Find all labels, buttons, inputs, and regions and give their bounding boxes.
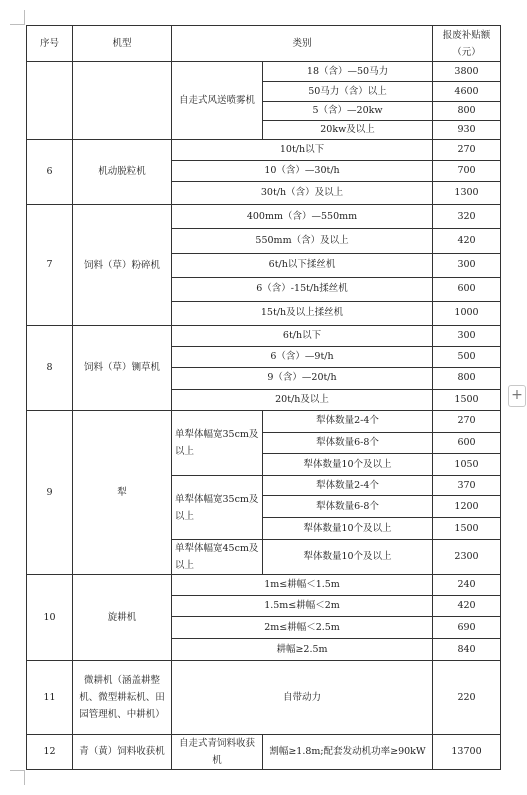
- amount-cell: 600: [433, 277, 501, 301]
- header-category: 类别: [172, 26, 433, 62]
- amount-cell: 270: [433, 410, 501, 432]
- table-row: [27, 410, 501, 432]
- amount-cell: 3800: [433, 62, 501, 82]
- table-header-row: [27, 26, 501, 62]
- subcategory-cell: 单犁体幅宽35cm及以上: [172, 410, 263, 475]
- subcategory-cell: 自走式风送喷雾机: [172, 62, 263, 140]
- amount-cell: 420: [433, 596, 501, 617]
- table-row: [27, 205, 501, 229]
- subcategory-cell: 自走式青饲料收获机: [172, 734, 263, 769]
- amount-cell: 2300: [433, 540, 501, 575]
- spec-cell: 6t/h以下揉丝机: [172, 253, 433, 277]
- spec-cell: 50马力（含）以上: [263, 82, 433, 102]
- table-row: [27, 140, 501, 161]
- spec-cell: 犁体数量2-4个: [263, 476, 433, 496]
- spec-cell: 15t/h及以上揉丝机: [172, 301, 433, 325]
- spec-cell: 400mm（含）—550mm: [172, 205, 433, 229]
- spec-cell: 6（含）-15t/h揉丝机: [172, 277, 433, 301]
- add-button[interactable]: +: [508, 385, 526, 407]
- spec-cell: 6（含）—9t/h: [172, 346, 433, 367]
- spec-cell: 6t/h以下: [172, 325, 433, 346]
- amount-cell: 1050: [433, 454, 501, 476]
- amount-cell: 370: [433, 476, 501, 496]
- spec-cell: 2m≤耕幅＜2.5m: [172, 617, 433, 639]
- page-corner-mark-bottom: [10, 770, 25, 785]
- seq-cell: 7: [27, 205, 73, 325]
- spec-cell: 30t/h（含）及以上: [172, 182, 433, 205]
- spec-cell: 1.5m≤耕幅＜2m: [172, 596, 433, 617]
- subsidy-table: [26, 25, 501, 770]
- table-row: [27, 62, 501, 82]
- spec-cell: 10（含）—30t/h: [172, 161, 433, 182]
- amount-cell: 13700: [433, 734, 501, 769]
- spec-cell: 20kw及以上: [263, 121, 433, 140]
- spec-cell: 1m≤耕幅＜1.5m: [172, 575, 433, 596]
- header-model: 机型: [73, 26, 172, 62]
- amount-cell: 220: [433, 661, 501, 734]
- header-amount: 报废补贴额（元）: [433, 26, 501, 62]
- spec-cell: 犁体数量10个及以上: [263, 454, 433, 476]
- amount-cell: 240: [433, 575, 501, 596]
- spec-cell: 犁体数量2-4个: [263, 410, 433, 432]
- spec-cell: 犁体数量10个及以上: [263, 540, 433, 575]
- document-page: [26, 25, 500, 770]
- subcategory-cell: 单犁体幅宽45cm及以上: [172, 540, 263, 575]
- amount-cell: 1500: [433, 518, 501, 540]
- table-row: [27, 661, 501, 734]
- spec-cell: 自带动力: [172, 661, 433, 734]
- amount-cell: 300: [433, 325, 501, 346]
- header-seq: 序号: [27, 26, 73, 62]
- seq-cell: 9: [27, 410, 73, 574]
- amount-cell: 700: [433, 161, 501, 182]
- amount-cell: 270: [433, 140, 501, 161]
- amount-cell: 1200: [433, 496, 501, 518]
- table-row: [27, 734, 501, 769]
- amount-cell: 930: [433, 121, 501, 140]
- amount-cell: 800: [433, 367, 501, 389]
- amount-cell: 600: [433, 432, 501, 453]
- spec-cell: 18（含）—50马力: [263, 62, 433, 82]
- amount-cell: 1300: [433, 182, 501, 205]
- spec-cell: 割幅≥1.8m;配套发动机功率≥90kW: [263, 734, 433, 769]
- model-cell: 犁: [73, 410, 172, 574]
- table-row: [27, 575, 501, 596]
- spec-cell: 犁体数量10个及以上: [263, 518, 433, 540]
- amount-cell: 690: [433, 617, 501, 639]
- spec-cell: 犁体数量6-8个: [263, 432, 433, 453]
- spec-cell: 550mm（含）及以上: [172, 229, 433, 253]
- seq-cell: 11: [27, 661, 73, 734]
- amount-cell: 320: [433, 205, 501, 229]
- spec-cell: 9（含）—20t/h: [172, 367, 433, 389]
- spec-cell: 10t/h以下: [172, 140, 433, 161]
- amount-cell: 4600: [433, 82, 501, 102]
- table-row: [27, 325, 501, 346]
- spec-cell: 耕幅≥2.5m: [172, 639, 433, 661]
- spec-cell: 20t/h及以上: [172, 389, 433, 410]
- model-cell: 机动脱粒机: [73, 140, 172, 205]
- model-cell: 饲料（草）铡草机: [73, 325, 172, 410]
- spec-cell: 犁体数量6-8个: [263, 496, 433, 518]
- amount-cell: 1500: [433, 389, 501, 410]
- amount-cell: 800: [433, 102, 501, 121]
- amount-cell: 840: [433, 639, 501, 661]
- seq-cell: 10: [27, 575, 73, 661]
- seq-cell: 12: [27, 734, 73, 769]
- model-cell: [73, 62, 172, 140]
- amount-cell: 1000: [433, 301, 501, 325]
- amount-cell: 420: [433, 229, 501, 253]
- amount-cell: 300: [433, 253, 501, 277]
- seq-cell: 8: [27, 325, 73, 410]
- model-cell: 旋耕机: [73, 575, 172, 661]
- subcategory-cell: 单犁体幅宽35cm及以上: [172, 476, 263, 540]
- model-cell: 青（黄）饲料收获机: [73, 734, 172, 769]
- seq-cell: [27, 62, 73, 140]
- amount-cell: 500: [433, 346, 501, 367]
- page-corner-mark-top: [10, 10, 25, 25]
- spec-cell: 5（含）—20kw: [263, 102, 433, 121]
- model-cell: 微耕机（涵盖耕整机、微型耕耘机、田园管理机、中耕机）: [73, 661, 172, 734]
- model-cell: 饲料（草）粉碎机: [73, 205, 172, 325]
- seq-cell: 6: [27, 140, 73, 205]
